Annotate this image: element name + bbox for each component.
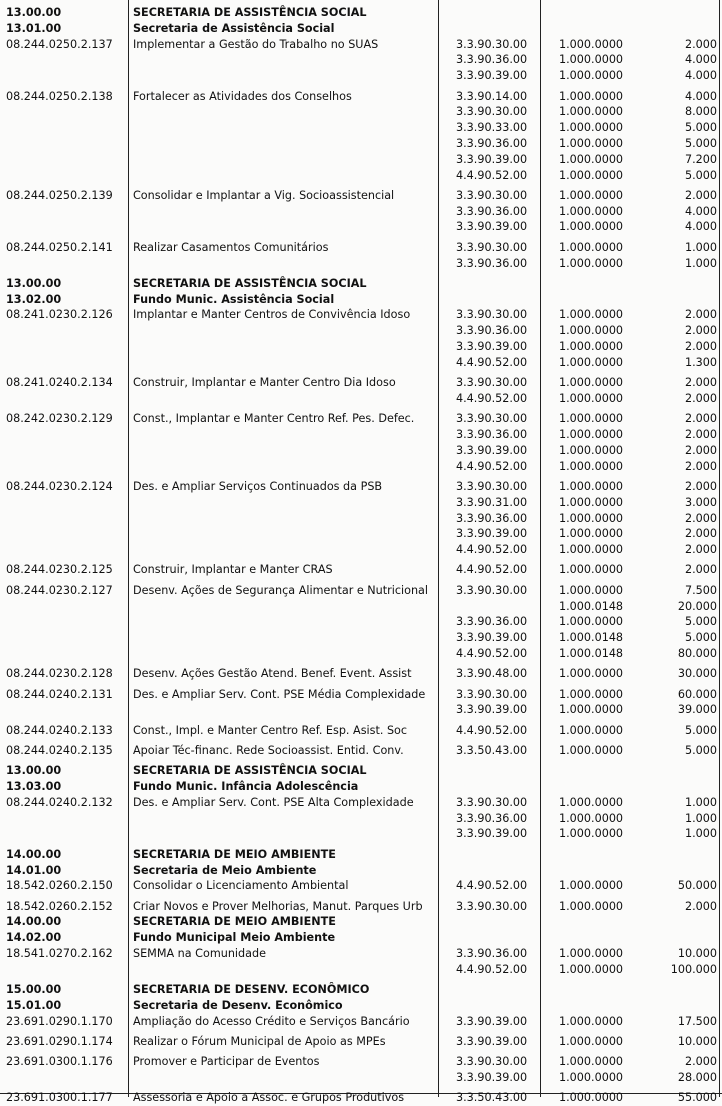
- section-header-row: [0, 847, 722, 863]
- table-row: [0, 1090, 722, 1106]
- source-cell: 1.000.0000: [559, 376, 624, 390]
- element-cell: 4.4.90.52.00: [456, 563, 528, 577]
- code-cell: 23.691.0290.1.174: [6, 1035, 113, 1048]
- code-cell: 15.01.00: [6, 998, 62, 1012]
- table-row: [0, 339, 722, 355]
- source-cell: 1.000.0000: [559, 105, 624, 119]
- source-cell: 1.000.0000: [559, 811, 624, 825]
- value-cell: 28.000: [677, 1071, 717, 1085]
- element-cell: 3.3.90.30.00: [456, 1055, 528, 1069]
- element-cell: 3.3.90.30.00: [456, 188, 528, 202]
- table-row: [0, 240, 722, 256]
- description-cell: Desenv. Ações Gestão Atend. Benef. Event. Assist: [133, 667, 412, 681]
- source-cell: 1.000.0000: [559, 240, 624, 254]
- description-cell: SECRETARIA DE DESENV. ECONÔMICO: [133, 983, 370, 997]
- value-cell: 1.000: [684, 795, 717, 809]
- element-cell: 3.3.90.36.00: [456, 204, 528, 218]
- table-row: [0, 323, 722, 339]
- element-cell: 3.3.90.30.00: [456, 376, 528, 390]
- element-cell: 3.3.90.39.00: [456, 703, 528, 717]
- element-cell: 3.3.90.36.00: [456, 947, 528, 960]
- value-cell: 60.000: [677, 687, 717, 701]
- table-row: [0, 375, 722, 391]
- description-cell: SECRETARIA DE ASSISTÊNCIA SOCIAL: [133, 6, 367, 19]
- element-cell: 3.3.90.30.00: [456, 479, 528, 493]
- table-row: [0, 427, 722, 443]
- table-row: [0, 526, 722, 542]
- code-cell: 23.691.0300.1.176: [6, 1055, 113, 1069]
- code-cell: 08.244.0230.2.127: [6, 583, 113, 597]
- value-cell: 8.000: [684, 105, 717, 119]
- element-cell: 3.3.90.14.00: [456, 89, 528, 103]
- element-cell: 3.3.90.39.00: [456, 69, 528, 83]
- table-row: [0, 443, 722, 459]
- value-cell: 39.000: [677, 703, 717, 717]
- section-header-row: [0, 779, 722, 795]
- code-cell: 08.242.0230.2.129: [6, 412, 113, 426]
- table-row: [0, 52, 722, 68]
- table-row: [0, 743, 722, 759]
- element-cell: 3.3.90.39.00: [456, 527, 528, 541]
- table-row: [0, 583, 722, 599]
- value-cell: 1.000: [684, 256, 717, 270]
- description-cell: Criar Novos e Prover Melhorias, Manut. Parques Urb: [133, 899, 423, 913]
- description-cell: Secretaria de Assistência Social: [133, 21, 335, 35]
- code-cell: 18.542.0260.2.150: [6, 879, 113, 893]
- element-cell: 3.3.90.30.00: [456, 899, 528, 913]
- code-cell: 14.00.00: [6, 847, 62, 861]
- source-cell: 1.000.0000: [559, 962, 624, 976]
- source-cell: 1.000.0000: [559, 443, 624, 457]
- table-row: [0, 946, 722, 962]
- value-cell: 2.000: [684, 563, 717, 577]
- element-cell: 3.3.90.30.00: [456, 105, 528, 119]
- section-header-row: [0, 998, 722, 1014]
- table-row: [0, 307, 722, 323]
- description-cell: Implantar e Manter Centros de Convivência Idoso: [133, 308, 411, 322]
- table-row: [0, 411, 722, 427]
- table-row: [0, 811, 722, 827]
- source-cell: 1.000.0000: [559, 1071, 624, 1085]
- value-cell: 5.000: [684, 631, 717, 645]
- table-row: [0, 188, 722, 204]
- table-row: [0, 1014, 722, 1030]
- value-cell: 4.000: [684, 89, 717, 103]
- value-cell: 2.000: [684, 543, 717, 557]
- value-cell: 1.300: [684, 355, 717, 369]
- description-cell: Desenv. Ações de Segurança Alimentar e Nutricional: [133, 583, 428, 597]
- code-cell: 18.541.0270.2.162: [6, 947, 113, 960]
- value-cell: 2.000: [684, 324, 717, 338]
- table-row: [0, 878, 722, 894]
- code-cell: 08.244.0240.2.132: [6, 795, 113, 809]
- source-cell: 1.000.0000: [559, 879, 624, 893]
- source-cell: 1.000.0148: [559, 646, 624, 660]
- element-cell: 3.3.50.43.00: [456, 1091, 528, 1105]
- source-cell: 1.000.0000: [559, 89, 624, 103]
- source-cell: 1.000.0000: [559, 947, 624, 960]
- value-cell: 80.000: [677, 646, 717, 660]
- element-cell: 4.4.90.52.00: [456, 543, 528, 557]
- section-header-row: [0, 5, 722, 21]
- value-cell: 17.500: [677, 1014, 717, 1028]
- source-cell: 1.000.0000: [559, 256, 624, 270]
- source-cell: 1.000.0148: [559, 599, 624, 613]
- code-cell: 14.01.00: [6, 863, 62, 877]
- description-cell: Des. e Ampliar Serv. Cont. PSE Alta Complexidade: [133, 795, 414, 809]
- code-cell: 23.691.0300.1.177: [6, 1091, 113, 1105]
- element-cell: 4.4.90.52.00: [456, 168, 528, 182]
- element-cell: 4.4.90.52.00: [456, 646, 528, 660]
- value-cell: 1.000: [684, 811, 717, 825]
- element-cell: 3.3.90.39.00: [456, 443, 528, 457]
- value-cell: 5.000: [684, 723, 717, 737]
- value-cell: 4.000: [684, 69, 717, 83]
- value-cell: 2.000: [684, 308, 717, 322]
- description-cell: Fundo Munic. Infância Adolescência: [133, 780, 359, 793]
- description-cell: Ampliação do Acesso Crédito e Serviços Bancário: [133, 1014, 410, 1028]
- section-header-row: [0, 21, 722, 37]
- code-cell: 08.244.0240.2.135: [6, 743, 113, 757]
- element-cell: 3.3.90.30.00: [456, 240, 528, 254]
- description-cell: Construir, Implantar e Manter Centro Dia Idoso: [133, 376, 396, 390]
- description-cell: Secretaria de Desenv. Econômico: [133, 998, 343, 1012]
- table-row: [0, 666, 722, 682]
- element-cell: 3.3.90.36.00: [456, 136, 528, 150]
- code-cell: 13.03.00: [6, 780, 62, 793]
- description-cell: SEMMA na Comunidade: [133, 947, 266, 960]
- table-row: [0, 687, 722, 703]
- source-cell: 1.000.0000: [559, 583, 624, 597]
- element-cell: 3.3.90.30.00: [456, 583, 528, 597]
- table-row: [0, 68, 722, 84]
- element-cell: 4.4.90.52.00: [456, 723, 528, 737]
- source-cell: 1.000.0000: [559, 391, 624, 405]
- section-header-row: [0, 292, 722, 308]
- table-row: [0, 391, 722, 407]
- table-row: [0, 1034, 722, 1050]
- section-header-row: [0, 863, 722, 879]
- code-cell: 08.244.0240.2.131: [6, 687, 113, 701]
- description-cell: Des. e Ampliar Serviços Continuados da PSB: [133, 479, 383, 493]
- table-row: [0, 479, 722, 495]
- description-cell: Const., Implantar e Manter Centro Ref. Pes. Defec.: [133, 412, 415, 426]
- table-row: [0, 511, 722, 527]
- value-cell: 5.000: [684, 743, 717, 757]
- element-cell: 3.3.90.39.00: [456, 152, 528, 166]
- code-cell: 08.244.0230.2.128: [6, 667, 113, 681]
- description-cell: Fortalecer as Atividades dos Conselhos: [133, 89, 352, 103]
- source-cell: 1.000.0000: [559, 615, 624, 629]
- description-cell: Fundo Municipal Meio Ambiente: [133, 931, 336, 945]
- source-cell: 1.000.0000: [559, 827, 624, 841]
- table-row: [0, 702, 722, 718]
- code-cell: 13.02.00: [6, 292, 62, 306]
- element-cell: 3.3.90.39.00: [456, 1014, 528, 1028]
- description-cell: Construir, Implantar e Manter CRAS: [133, 563, 333, 577]
- section-header-row: [0, 982, 722, 998]
- value-cell: 2.000: [684, 511, 717, 525]
- element-cell: 4.4.90.52.00: [456, 355, 528, 369]
- value-cell: 2.000: [684, 391, 717, 405]
- element-cell: 3.3.90.39.00: [456, 340, 528, 353]
- value-cell: 2.000: [684, 459, 717, 473]
- table-row: [0, 899, 722, 915]
- value-cell: 10.000: [677, 947, 717, 960]
- section-header-row: [0, 276, 722, 292]
- value-cell: 4.000: [684, 53, 717, 67]
- code-cell: 13.01.00: [6, 21, 62, 35]
- code-cell: 08.241.0230.2.126: [6, 308, 113, 322]
- description-cell: Consolidar o Licenciamento Ambiental: [133, 879, 349, 893]
- code-cell: 08.244.0250.2.137: [6, 37, 113, 51]
- element-cell: 3.3.90.31.00: [456, 495, 528, 509]
- element-cell: 3.3.90.30.00: [456, 412, 528, 426]
- source-cell: 1.000.0000: [559, 795, 624, 809]
- value-cell: 50.000: [677, 879, 717, 893]
- value-cell: 2.000: [684, 1055, 717, 1069]
- description-cell: Const., Impl. e Manter Centro Ref. Esp. Asist. Soc: [133, 723, 408, 737]
- source-cell: 1.000.0000: [559, 459, 624, 473]
- source-cell: 1.000.0000: [559, 188, 624, 202]
- value-cell: 2.000: [684, 376, 717, 390]
- element-cell: 3.3.90.33.00: [456, 121, 528, 135]
- value-cell: 100.000: [670, 962, 717, 976]
- element-cell: 3.3.90.36.00: [456, 511, 528, 525]
- table-row: [0, 1070, 722, 1086]
- source-cell: 1.000.0000: [559, 479, 624, 493]
- element-cell: 3.3.90.36.00: [456, 53, 528, 67]
- table-row: [0, 219, 722, 235]
- value-cell: 7.200: [684, 152, 717, 166]
- description-cell: Fundo Munic. Assistência Social: [133, 292, 335, 306]
- element-cell: 4.4.90.52.00: [456, 879, 528, 893]
- description-cell: SECRETARIA DE MEIO AMBIENTE: [133, 915, 336, 929]
- element-cell: 3.3.90.39.00: [456, 827, 528, 841]
- element-cell: 3.3.90.36.00: [456, 324, 528, 338]
- code-cell: 08.244.0230.2.125: [6, 563, 113, 577]
- source-cell: 1.000.0000: [559, 428, 624, 441]
- element-cell: 3.3.90.36.00: [456, 615, 528, 629]
- element-cell: 3.3.90.48.00: [456, 667, 528, 681]
- table-row: [0, 646, 722, 662]
- value-cell: 1.000: [684, 827, 717, 841]
- code-cell: 08.244.0230.2.124: [6, 479, 113, 493]
- description-cell: Des. e Ampliar Serv. Cont. PSE Média Complexidade: [133, 687, 426, 701]
- value-cell: 2.000: [684, 479, 717, 493]
- element-cell: 3.3.90.39.00: [456, 1071, 528, 1085]
- value-cell: 2.000: [684, 443, 717, 457]
- table-row: [0, 542, 722, 558]
- table-row: [0, 562, 722, 578]
- source-cell: 1.000.0000: [559, 308, 624, 322]
- value-cell: 30.000: [677, 667, 717, 681]
- element-cell: 3.3.90.39.00: [456, 220, 528, 234]
- code-cell: 13.00.00: [6, 764, 62, 778]
- source-cell: 1.000.0000: [559, 168, 624, 182]
- table-row: [0, 136, 722, 152]
- source-cell: 1.000.0000: [559, 1014, 624, 1028]
- value-cell: 7.500: [684, 583, 717, 597]
- table-row: [0, 204, 722, 220]
- value-cell: 2.000: [684, 188, 717, 202]
- source-cell: 1.000.0000: [559, 687, 624, 701]
- table-row: [0, 1054, 722, 1070]
- description-cell: Consolidar e Implantar a Vig. Socioassistencial: [133, 188, 395, 202]
- table-row: [0, 168, 722, 184]
- source-cell: 1.000.0000: [559, 511, 624, 525]
- element-cell: 3.3.90.30.00: [456, 795, 528, 809]
- value-cell: 1.000: [684, 240, 717, 254]
- table-row: [0, 104, 722, 120]
- table-row: [0, 152, 722, 168]
- section-header-row: [0, 914, 722, 930]
- table-row: [0, 459, 722, 475]
- value-cell: 55.000: [677, 1091, 717, 1105]
- value-cell: 5.000: [684, 121, 717, 135]
- description-cell: Assessoria e Apoio a Assoc. e Grupos Produtivos: [133, 1091, 405, 1105]
- source-cell: 1.000.0000: [559, 723, 624, 737]
- source-cell: 1.000.0000: [559, 340, 624, 353]
- source-cell: 1.000.0000: [559, 324, 624, 338]
- table-row: [0, 962, 722, 978]
- code-cell: 23.691.0290.1.170: [6, 1014, 113, 1028]
- table-row: [0, 37, 722, 53]
- value-cell: 2.000: [684, 37, 717, 51]
- table-row: [0, 599, 722, 615]
- code-cell: 08.244.0240.2.133: [6, 723, 113, 737]
- code-cell: 14.02.00: [6, 931, 62, 945]
- value-cell: 2.000: [684, 527, 717, 541]
- element-cell: 3.3.90.39.00: [456, 631, 528, 645]
- table-row: [0, 495, 722, 511]
- table-row: [0, 630, 722, 646]
- code-cell: 14.00.00: [6, 915, 62, 929]
- code-cell: 08.244.0250.2.141: [6, 240, 113, 254]
- value-cell: 2.000: [684, 340, 717, 353]
- section-header-row: [0, 930, 722, 946]
- description-cell: Promover e Participar de Eventos: [133, 1055, 320, 1069]
- source-cell: 1.000.0000: [559, 703, 624, 717]
- element-cell: 3.3.90.39.00: [456, 1035, 528, 1048]
- source-cell: 1.000.0000: [559, 495, 624, 509]
- code-cell: 08.244.0250.2.138: [6, 89, 113, 103]
- description-cell: Realizar o Fórum Municipal de Apoio as MPEs: [133, 1035, 386, 1048]
- element-cell: 4.4.90.52.00: [456, 962, 528, 976]
- source-cell: 1.000.0000: [559, 121, 624, 135]
- source-cell: 1.000.0000: [559, 543, 624, 557]
- source-cell: 1.000.0000: [559, 204, 624, 218]
- description-cell: Apoiar Téc-financ. Rede Socioassist. Entid. Conv.: [133, 743, 404, 757]
- source-cell: 1.000.0000: [559, 412, 624, 426]
- table-row: [0, 826, 722, 842]
- source-cell: 1.000.0000: [559, 743, 624, 757]
- value-cell: 20.000: [677, 599, 717, 613]
- element-cell: 3.3.90.36.00: [456, 256, 528, 270]
- code-cell: 13.00.00: [6, 276, 62, 290]
- source-cell: 1.000.0000: [559, 563, 624, 577]
- value-cell: 2.000: [684, 899, 717, 913]
- element-cell: 3.3.90.36.00: [456, 428, 528, 441]
- section-header-row: [0, 763, 722, 779]
- source-cell: 1.000.0000: [559, 1035, 624, 1048]
- table-row: [0, 795, 722, 811]
- source-cell: 1.000.0000: [559, 527, 624, 541]
- value-cell: 5.000: [684, 168, 717, 182]
- source-cell: 1.000.0148: [559, 631, 624, 645]
- source-cell: 1.000.0000: [559, 899, 624, 913]
- value-cell: 3.000: [684, 495, 717, 509]
- source-cell: 1.000.0000: [559, 667, 624, 681]
- element-cell: 3.3.50.43.00: [456, 743, 528, 757]
- source-cell: 1.000.0000: [559, 152, 624, 166]
- description-cell: Realizar Casamentos Comunitários: [133, 240, 329, 254]
- table-row: [0, 120, 722, 136]
- code-cell: 08.244.0250.2.139: [6, 188, 113, 202]
- table-row: [0, 723, 722, 739]
- description-cell: SECRETARIA DE ASSISTÊNCIA SOCIAL: [133, 764, 367, 778]
- source-cell: 1.000.0000: [559, 53, 624, 67]
- element-cell: 3.3.90.36.00: [456, 811, 528, 825]
- table-row: [0, 355, 722, 371]
- source-cell: 1.000.0000: [559, 69, 624, 83]
- element-cell: 3.3.90.30.00: [456, 687, 528, 701]
- value-cell: 10.000: [677, 1035, 717, 1048]
- element-cell: 3.3.90.30.00: [456, 37, 528, 51]
- code-cell: 13.00.00: [6, 6, 62, 19]
- value-cell: 4.000: [684, 220, 717, 234]
- code-cell: 08.241.0240.2.134: [6, 376, 113, 390]
- element-cell: 4.4.90.52.00: [456, 459, 528, 473]
- value-cell: 2.000: [684, 412, 717, 426]
- table-row: [0, 614, 722, 630]
- source-cell: 1.000.0000: [559, 355, 624, 369]
- value-cell: 2.000: [684, 428, 717, 441]
- value-cell: 4.000: [684, 204, 717, 218]
- source-cell: 1.000.0000: [559, 1091, 624, 1105]
- source-cell: 1.000.0000: [559, 1055, 624, 1069]
- description-cell: SECRETARIA DE ASSISTÊNCIA SOCIAL: [133, 276, 367, 290]
- source-cell: 1.000.0000: [559, 136, 624, 150]
- element-cell: 3.3.90.30.00: [456, 308, 528, 322]
- source-cell: 1.000.0000: [559, 37, 624, 51]
- code-cell: 15.00.00: [6, 983, 62, 997]
- value-cell: 5.000: [684, 136, 717, 150]
- description-cell: SECRETARIA DE MEIO AMBIENTE: [133, 847, 336, 861]
- value-cell: 5.000: [684, 615, 717, 629]
- table-row: [0, 89, 722, 105]
- code-cell: 18.542.0260.2.152: [6, 899, 113, 913]
- table-row: [0, 256, 722, 272]
- source-cell: 1.000.0000: [559, 220, 624, 234]
- description-cell: Implementar a Gestão do Trabalho no SUAS: [133, 37, 379, 51]
- element-cell: 4.4.90.52.00: [456, 391, 528, 405]
- description-cell: Secretaria de Meio Ambiente: [133, 863, 317, 877]
